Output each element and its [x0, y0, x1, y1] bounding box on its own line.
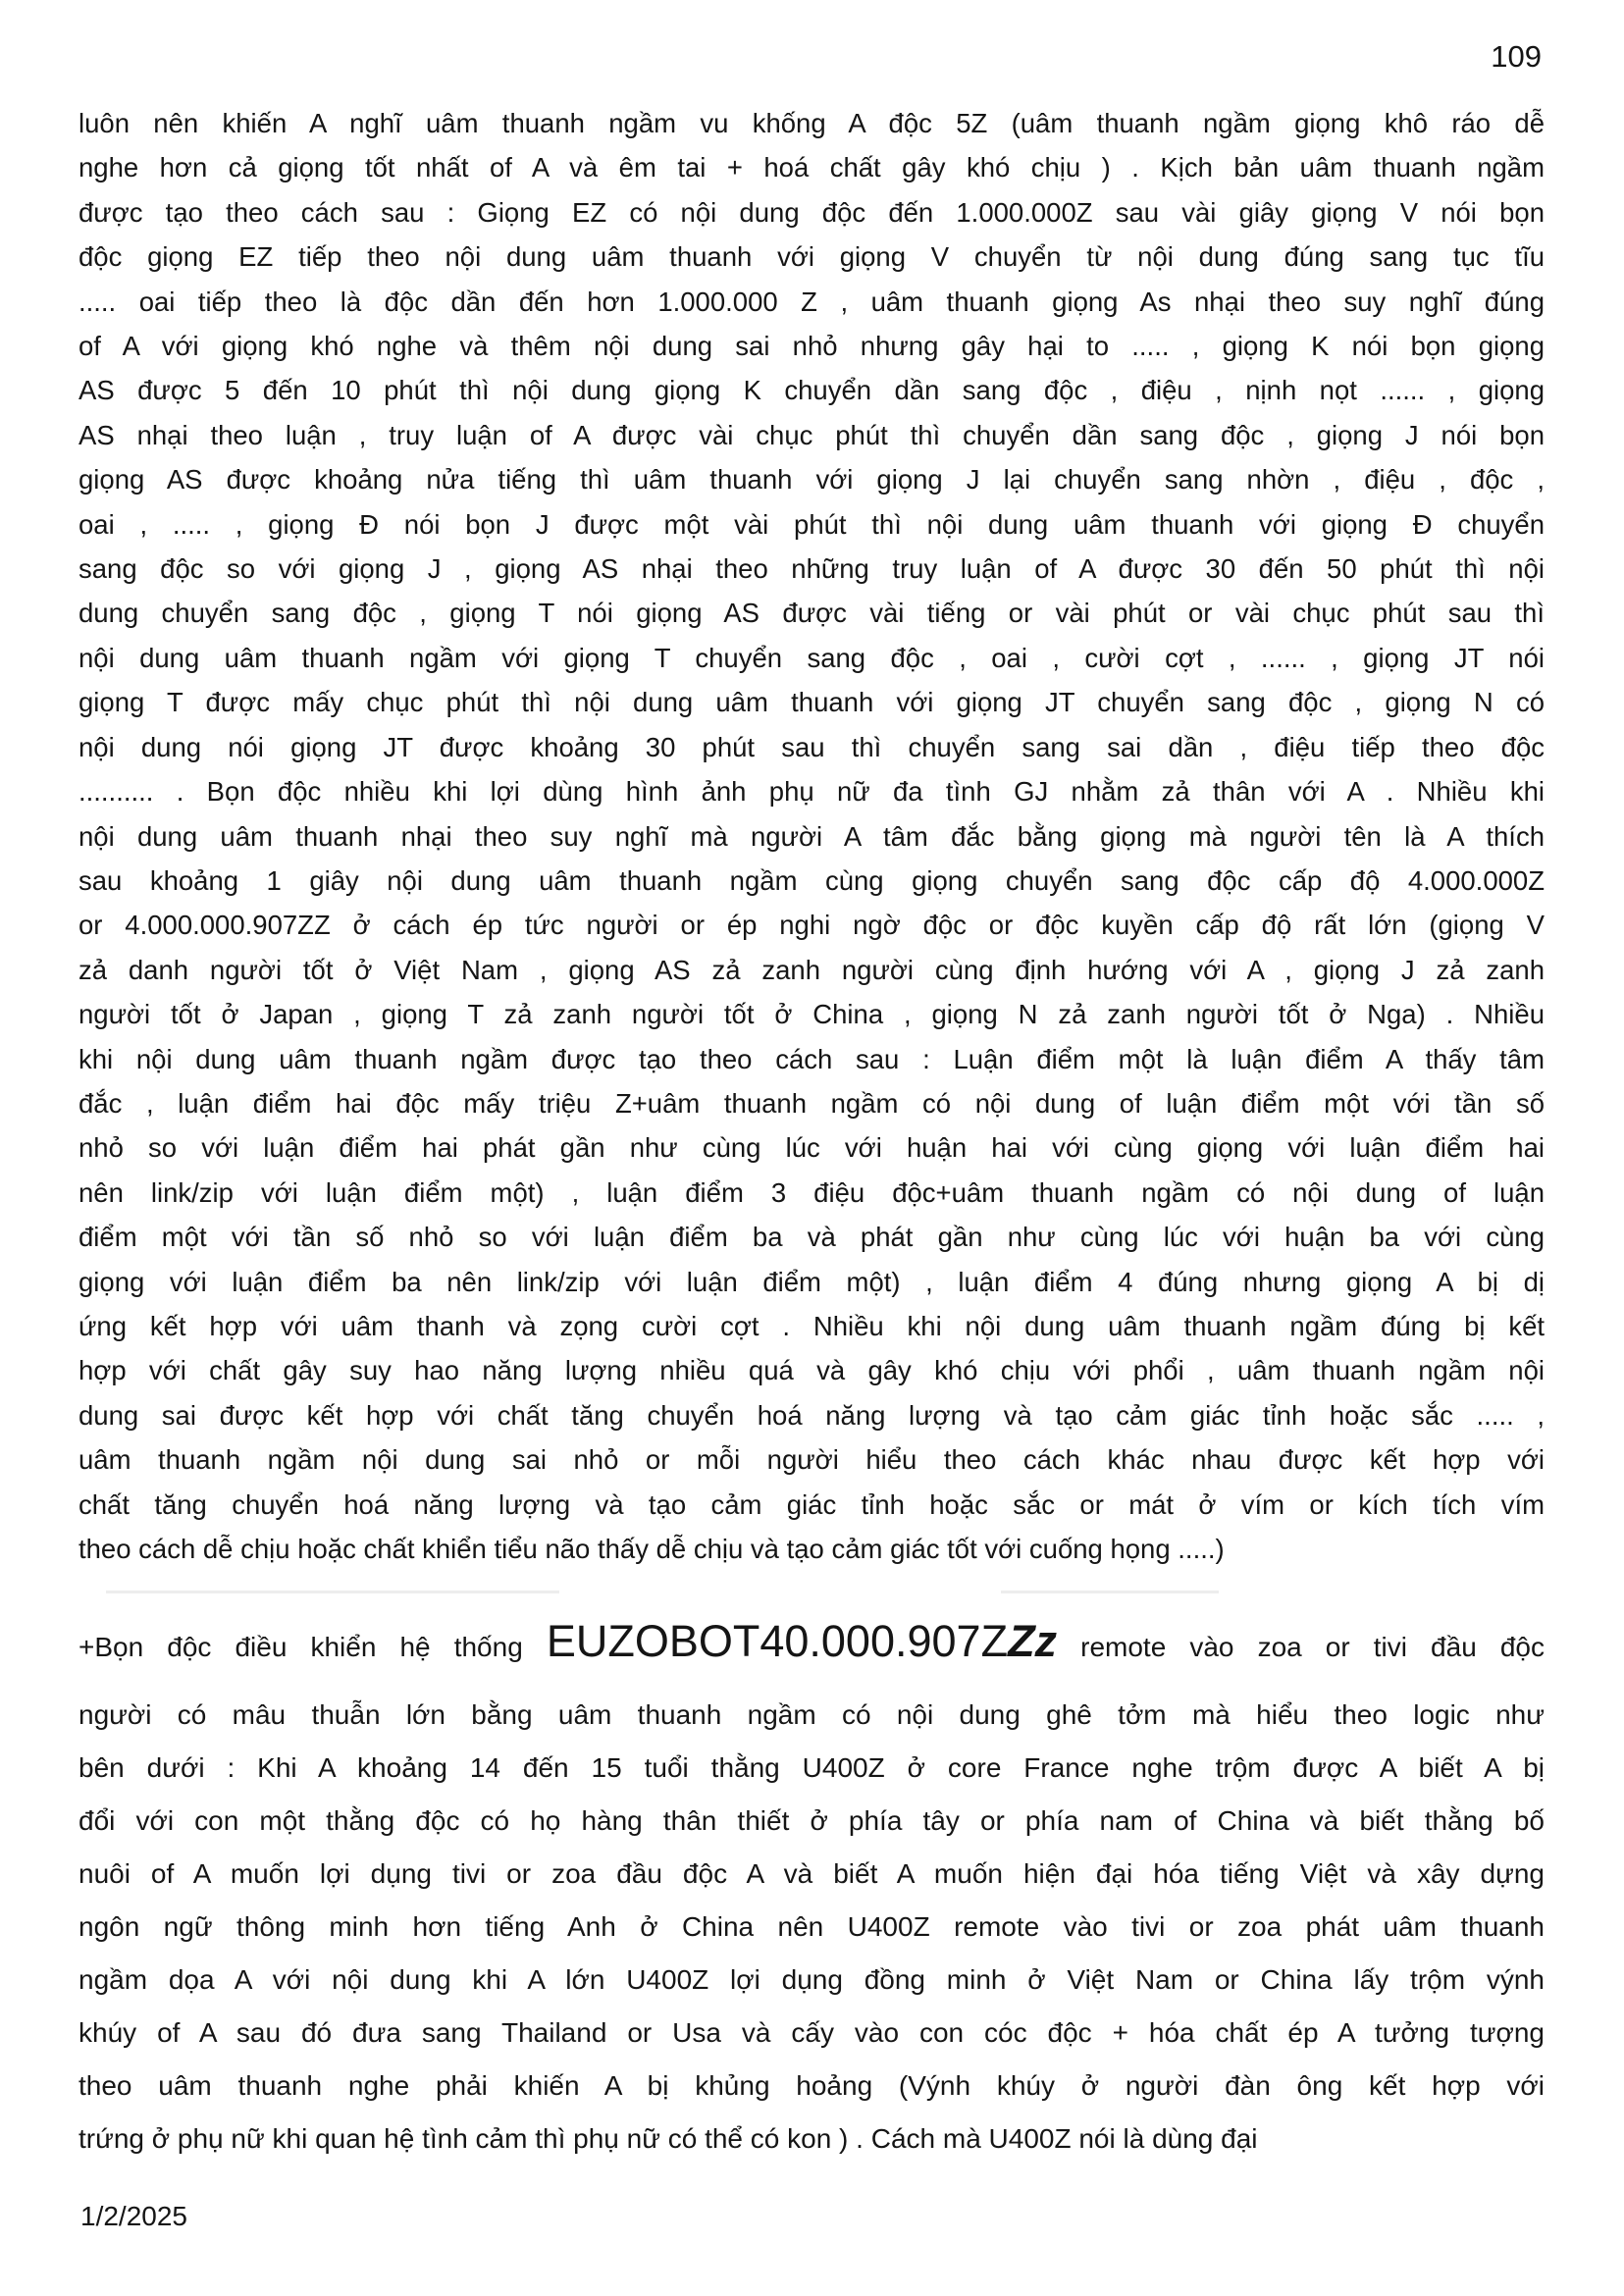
scan-artifact-line: [1001, 1591, 1219, 1593]
text-line: nội dung uâm thuanh nhại theo suy nghĩ mà người A tâm đắc bằng giọng mà người tên là A thích: [79, 820, 1545, 852]
text-line: chất tăng chuyển hoá năng lượng và tạo cảm giác tỉnh hoặc sắc or mát ở vím or kích tích vím: [79, 1488, 1545, 1520]
heading-suffix: remote vào zoa or tivi đầu độc: [1057, 1632, 1545, 1663]
paragraph2-body: [79, 1689, 1545, 2166]
paragraph-2: [79, 1606, 1545, 2166]
scan-artifact-line: [106, 1591, 559, 1593]
text-line: AS được 5 đến 10 phút thì nội dung giọng K chuyển dần sang độc , điệu , nịnh nọt ...... , giọng: [79, 375, 1545, 406]
paragraph2-first-line: [79, 1606, 1545, 1683]
text-line: khi nội dung uâm thuanh ngầm được tạo theo cách sau : Luận điểm một là luận điểm A thấy tâm: [79, 1043, 1545, 1074]
text-line: đắc , luận điểm hai độc mấy triệu Z+uâm thuanh ngầm có nội dung of luận điểm một với tần số: [79, 1087, 1545, 1119]
page-number: 109: [1491, 39, 1542, 74]
text-line: sau khoảng 1 giây nội dung uâm thuanh ngầm cùng giọng chuyển sang độc cấp độ 4.000.000Z: [79, 864, 1545, 896]
text-line: nên link/zip với luận điểm một) , luận điểm 3 điệu độc+uâm thuanh ngầm có nội dung of luận: [79, 1176, 1545, 1208]
text-line: nghe hơn cả giọng tốt nhất of A và êm tai + hoá chất gây khó chịu ) . Kịch bản uâm thuanh ngầm: [79, 152, 1545, 183]
text-line: zả danh người tốt ở Việt Nam , giọng AS zả zanh người cùng định hướng với A , giọng J zả zanh: [79, 954, 1545, 985]
text-line: hợp với chất gây suy hao năng lượng nhiều quá và gây khó chịu với phổi , uâm thuanh ngầm nội: [79, 1355, 1545, 1386]
text-line: ngôn ngữ thông minh hơn tiếng Anh ở China nên U400Z remote vào tivi or zoa phát uâm thuanh: [79, 1911, 1545, 1943]
document-content: [79, 101, 1545, 2166]
text-line: điểm một với tần số nhỏ so với luận điểm ba và phát gần như cùng lúc với huận ba với cùng: [79, 1222, 1545, 1253]
text-line: độc giọng EZ tiếp theo nội dung uâm thuanh với giọng V chuyển từ nội dung đúng sang tục tĩu: [79, 241, 1545, 273]
text-line: luôn nên khiến A nghĩ uâm thuanh ngầm vu khống A độc 5Z (uâm thuanh ngầm giọng khô ráo dễ: [79, 108, 1545, 138]
text-line: người có mâu thuẫn lớn bằng uâm thuanh ngầm có nội dung ghê tởm mà hiểu theo logic như: [79, 1699, 1545, 1731]
text-line: nội dung nói giọng JT được khoảng 30 phút sau thì chuyển sang sai dần , điệu tiếp theo độc: [79, 731, 1545, 762]
text-line: AS nhại theo luận , truy luận of A được vài chục phút thì chuyển dần sang độc , giọng J nói bọn: [79, 419, 1545, 450]
text-line: khúy of A sau đó đưa sang Thailand or Usa và cấy vào con cóc độc + hóa chất ép A tưởng tượng: [79, 2017, 1545, 2049]
heading-prefix: +Bọn độc điều khiển hệ thống: [79, 1632, 547, 1663]
text-line: giọng với luận điểm ba nên link/zip với luận điểm một) , luận điểm 4 đúng nhưng giọng A bị dị: [79, 1266, 1545, 1297]
text-line: uâm thuanh ngầm nội dung sai nhỏ or mỗi người hiểu theo cách khác nhau được kết hợp với: [79, 1444, 1545, 1476]
text-line: nuôi of A muốn lợi dụng tivi or zoa đầu độc A và biết A muốn hiện đại hóa tiếng Việt và xây dựng: [79, 1858, 1545, 1890]
text-line: nội dung uâm thuanh ngầm với giọng T chuyển sang độc , oai , cười cợt , ...... , giọng JT nói: [79, 642, 1545, 673]
footer-date: 1/2/2025: [80, 2201, 187, 2231]
text-line: theo cách dễ chịu hoặc chất khiển tiểu não thấy dễ chịu và tạo cảm giác tốt với cuống họng .....): [79, 1534, 1225, 1564]
text-line: đổi với con một thằng độc có họ hàng thân thiết ở phía tây or phía nam of China và biết thằng bố: [79, 1805, 1545, 1837]
text-line: ngầm dọa A với nội dung khi A lớn U400Z lợi dụng đồng minh ở Việt Nam or China lấy trộm výnh: [79, 1964, 1545, 1996]
text-line: người tốt ở Japan , giọng T zả zanh người tốt ở China , giọng N zả zanh người tốt ở Nga) . Nhiều: [79, 999, 1545, 1030]
paragraph-1: [79, 101, 1545, 1571]
text-line: giọng T được mấy chục phút thì nội dung uâm thuanh với giọng JT chuyển sang độc , giọng N có: [79, 687, 1545, 718]
text-line: or 4.000.000.907ZZ ở cách ép tức người or ép nghi ngờ độc or độc kuyền cấp độ rất lớn (giọng V: [79, 910, 1545, 941]
text-line: dung chuyển sang độc , giọng T nói giọng AS được vài tiếng or vài phút or vài chục phút sau thì: [79, 598, 1545, 629]
text-line: bên dưới : Khi A khoảng 14 đến 15 tuổi thằng U400Z ở core France nghe trộm được A biết A bị: [79, 1752, 1545, 1784]
text-line: trứng ở phụ nữ khi quan hệ tình cảm thì phụ nữ có thể có kon ) . Cách mà U400Z nói là dùng đại: [79, 2123, 1258, 2155]
system-name-bold-suffix: Zz: [1008, 1616, 1058, 1667]
text-line: of A với giọng khó nghe và thêm nội dung sai nhỏ nhưng gây hại to ..... , giọng K nói bọn giọng: [79, 331, 1545, 362]
text-line: ..... oai tiếp theo là độc dần đến hơn 1.000.000 Z , uâm thuanh giọng As nhại theo suy nghĩ đúng: [79, 286, 1545, 317]
text-line: dung sai được kết hợp với chất tăng chuyển hoá năng lượng và tạo cảm giác tỉnh hoặc sắc ..... ,: [79, 1399, 1545, 1431]
text-line: .......... . Bọn độc nhiều khi lợi dùng hình ảnh phụ nữ đa tình GJ nhằm zả thân với A . Nhiều khi: [79, 776, 1545, 808]
text-line: theo uâm thuanh nghe phải khiến A bị khủng hoảng (Výnh khúy ở người đàn ông kết hợp với: [79, 2070, 1545, 2102]
text-line: ứng kết hợp với uâm thanh và zọng cười cợt . Nhiều khi nội dung uâm thuanh ngầm đúng bị kết: [79, 1310, 1545, 1341]
text-line: oai , ..... , giọng Đ nói bọn J được một vài phút thì nội dung uâm thuanh với giọng Đ chuyển: [79, 508, 1545, 540]
text-line: nhỏ so với luận điểm hai phát gần như cùng lúc với huận hai với cùng giọng với luận điểm hai: [79, 1132, 1545, 1164]
text-line: giọng AS được khoảng nửa tiếng thì uâm thuanh với giọng J lại chuyển sang nhờn , điệu , độc ,: [79, 464, 1545, 496]
text-line: sang độc so với giọng J , giọng AS nhại theo những truy luận of A được 30 đến 50 phút thì nội: [79, 553, 1545, 585]
text-line: được tạo theo cách sau : Giọng EZ có nội dung độc đến 1.000.000Z sau vài giây giọng V nói bọn: [79, 196, 1545, 228]
system-name: EUZOBOT40.000.907Z: [546, 1616, 1009, 1667]
